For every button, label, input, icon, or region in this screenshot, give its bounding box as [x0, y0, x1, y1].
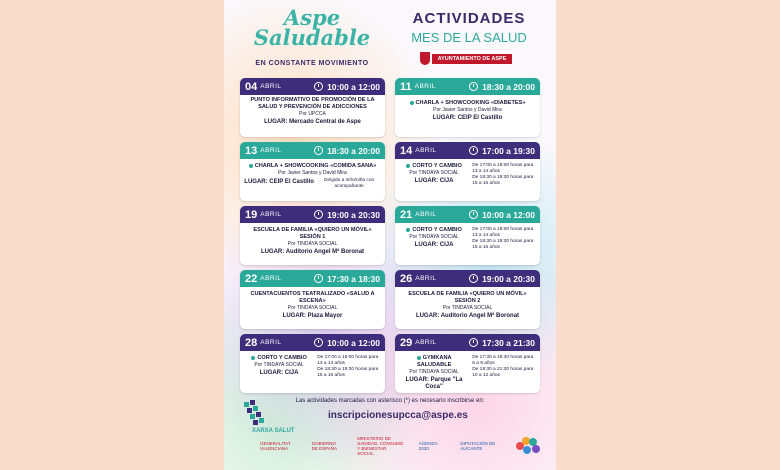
- clock-icon: [469, 210, 478, 219]
- event-month: ABRIL: [414, 83, 436, 90]
- event-day: 26: [400, 272, 413, 285]
- event-schedule: De 19:30 a 21:30 horas para 10 a 12 años: [472, 367, 534, 378]
- event-schedule: De 18:30 a 19:30 horas para 15 a 16 años: [472, 175, 534, 186]
- bullet-icon: [406, 164, 410, 168]
- event-schedule: De 17:00 a 18:00 horas para 13 a 14 años: [472, 227, 534, 238]
- clock-icon: [314, 146, 323, 155]
- clock-icon: [314, 338, 323, 347]
- event-month: ABRIL: [260, 275, 282, 282]
- event-time: 10:00 a 12:00: [482, 209, 535, 220]
- event-title: CORTO Y CAMBIO: [412, 227, 462, 233]
- bullet-icon: [249, 164, 253, 168]
- event-day: 29: [400, 336, 413, 349]
- ayuntamiento-logo: [420, 52, 512, 65]
- event-schedule: De 18:30 a 19:30 horas para 15 a 16 años: [472, 239, 534, 250]
- generalitat-logo: GENERALITAT VALENCIANA: [260, 441, 291, 451]
- event-title: CHARLA + SHOWCOOKING «DIABETES»: [415, 100, 526, 106]
- event-card-11: [395, 78, 540, 137]
- event-location: LUGAR: CIJA: [259, 370, 299, 376]
- event-card-21: [395, 206, 540, 265]
- event-day: 28: [245, 336, 258, 349]
- event-month: ABRIL: [260, 147, 282, 154]
- event-time: 18:30 a 20:00: [327, 145, 380, 156]
- ayuntamiento-label: AYUNTAMIENTO DE ASPE: [432, 54, 512, 64]
- clock-icon: [314, 210, 323, 219]
- agenda-2030-logo: AGENDA 2030: [418, 441, 438, 451]
- event-organizer: Por TINDAYA SOCIAL: [287, 241, 338, 247]
- event-card-04: [240, 78, 385, 137]
- event-note: Dirigido a niño/niña con acompañante: [324, 178, 375, 189]
- event-month: ABRIL: [415, 339, 437, 346]
- event-organizer: Por Javier Santos y David Mira: [433, 107, 502, 113]
- event-time: 19:00 a 20:30: [482, 273, 535, 284]
- event-card-19: [240, 206, 385, 265]
- event-time: 17:30 a 21:30: [482, 337, 535, 348]
- event-card-14: [395, 142, 540, 201]
- event-organizer: Por TINDAYA SOCIAL: [442, 305, 493, 311]
- event-time: 17:30 a 18:30: [327, 273, 380, 284]
- event-month: ABRIL: [415, 147, 437, 154]
- event-month: ABRIL: [415, 275, 437, 282]
- diputacion-alicante-logo: DIPUTACIÓN DE ALICANTE: [460, 441, 496, 451]
- event-time: 19:00 a 20:30: [327, 209, 380, 220]
- event-organizer: Por TINDAYA SOCIAL: [409, 234, 459, 240]
- event-title: CUENTACUENTOS TEATRALIZADO «SALUD A ESCENA»: [250, 291, 375, 304]
- bullet-icon: [406, 228, 410, 232]
- event-location: LUGAR: Plaza Mayor: [282, 313, 343, 319]
- event-title: GYMKANA SALUDABLE: [416, 355, 452, 368]
- event-title: PUNTO INFORMATIVO DE PROMOCIÓN DE LA SALUD Y PREVENCIÓN DE ADICCIONES: [250, 97, 375, 110]
- poster: [224, 0, 556, 470]
- event-location: LUGAR: Mercado Central de Aspe: [264, 119, 361, 125]
- logo-subtitle: EN CONSTANTE MOVIMIENTO: [255, 60, 369, 67]
- people-circle-icon: [514, 436, 542, 456]
- event-month: ABRIL: [260, 83, 282, 90]
- event-day: 19: [245, 208, 258, 221]
- shield-icon: [420, 52, 430, 65]
- clock-icon: [314, 274, 323, 283]
- event-day: 21: [400, 208, 413, 221]
- logo-line1: Aspe: [283, 5, 341, 30]
- logo-line2: Saludable: [253, 25, 371, 50]
- page-title: ACTIVIDADES: [412, 10, 526, 27]
- clock-icon: [314, 82, 323, 91]
- aspe-saludable-logo: [232, 5, 392, 50]
- event-organizer: Por TINDAYA SOCIAL: [254, 362, 304, 368]
- event-schedule: De 17:30 a 19:30 horas para 6 a 9 años: [472, 355, 534, 366]
- xarxa-salut-label: XARXA SALUT: [252, 428, 295, 434]
- event-day: 13: [245, 144, 258, 157]
- event-schedule: De 17:00 a 18:00 horas para 13 a 14 años: [472, 163, 534, 174]
- event-time: 10:00 a 12:00: [327, 337, 380, 348]
- event-location: LUGAR: Auditorio Angel Mª Boronat: [260, 249, 365, 255]
- event-card-13: [240, 142, 385, 201]
- event-organizer: Por Javier Santos y David Mira: [278, 170, 347, 176]
- clock-icon: [469, 338, 478, 347]
- event-location: LUGAR: CIJA: [414, 242, 454, 248]
- event-location: LUGAR: CEIP El Castillo: [432, 115, 503, 121]
- event-month: ABRIL: [260, 339, 282, 346]
- event-time: 17:00 a 19:30: [482, 145, 535, 156]
- event-card-28: [240, 334, 385, 393]
- event-day: 22: [245, 272, 258, 285]
- bullet-icon: [410, 101, 414, 105]
- event-schedule: De 17:00 a 18:00 horas para 13 a 14 años: [317, 355, 379, 366]
- clock-icon: [469, 82, 478, 91]
- event-card-29: [395, 334, 540, 393]
- event-title: ESCUELA DE FAMILIA «QUIERO UN MÓVIL» SESIÓN 2: [408, 291, 527, 304]
- event-card-26: [395, 270, 540, 329]
- event-month: ABRIL: [260, 211, 282, 218]
- event-title: CHARLA + SHOWCOOKING «COMIDA SANA»: [254, 163, 377, 169]
- event-location: LUGAR: Parque "La Coca": [405, 377, 463, 390]
- event-location: LUGAR: CEIP El Castillo: [244, 179, 314, 185]
- registration-note: Las actividades marcadas con asterisco (*) es necesario inscribirse en:: [295, 398, 485, 404]
- event-title: CORTO Y CAMBIO: [412, 163, 462, 169]
- clock-icon: [469, 146, 478, 155]
- registration-email-link[interactable]: inscripcionesupcca@aspe.es: [328, 410, 468, 421]
- event-title: CORTO Y CAMBIO: [257, 355, 307, 361]
- event-organizer: Por UPCCA: [299, 111, 326, 117]
- bullet-icon: [251, 356, 255, 360]
- event-time: 10:00 a 12:00: [327, 81, 380, 92]
- gobierno-espana-logo: GOBIERNO DE ESPAÑA: [311, 441, 338, 451]
- event-time: 18:30 a 20:00: [482, 81, 535, 92]
- ministerio-logo: MINISTERIO DE SANIDAD, CONSUMO Y BIENESTAR SOCIAL: [357, 436, 404, 456]
- event-card-22: [240, 270, 385, 329]
- event-location: LUGAR: Auditorio Angel Mª Boronat: [415, 313, 520, 319]
- sponsor-logos: [260, 436, 542, 456]
- bullet-icon: [417, 356, 421, 360]
- event-organizer: Por TINDAYA SOCIAL: [409, 369, 459, 375]
- event-day: 04: [245, 80, 258, 93]
- event-location: LUGAR: CIJA: [414, 178, 454, 184]
- event-organizer: Por TINDAYA SOCIAL: [287, 305, 338, 311]
- event-title: ESCUELA DE FAMILIA «QUIERO UN MÓVIL» SESIÓN 1: [253, 227, 372, 240]
- event-month: ABRIL: [415, 211, 437, 218]
- event-organizer: Por TINDAYA SOCIAL: [409, 170, 459, 176]
- event-schedule: De 18:30 a 19:30 horas para 15 a 16 años: [317, 367, 379, 378]
- event-day: 11: [400, 80, 412, 93]
- page-subtitle: MES DE LA SALUD: [411, 30, 527, 45]
- clock-icon: [469, 274, 478, 283]
- event-day: 14: [400, 144, 413, 157]
